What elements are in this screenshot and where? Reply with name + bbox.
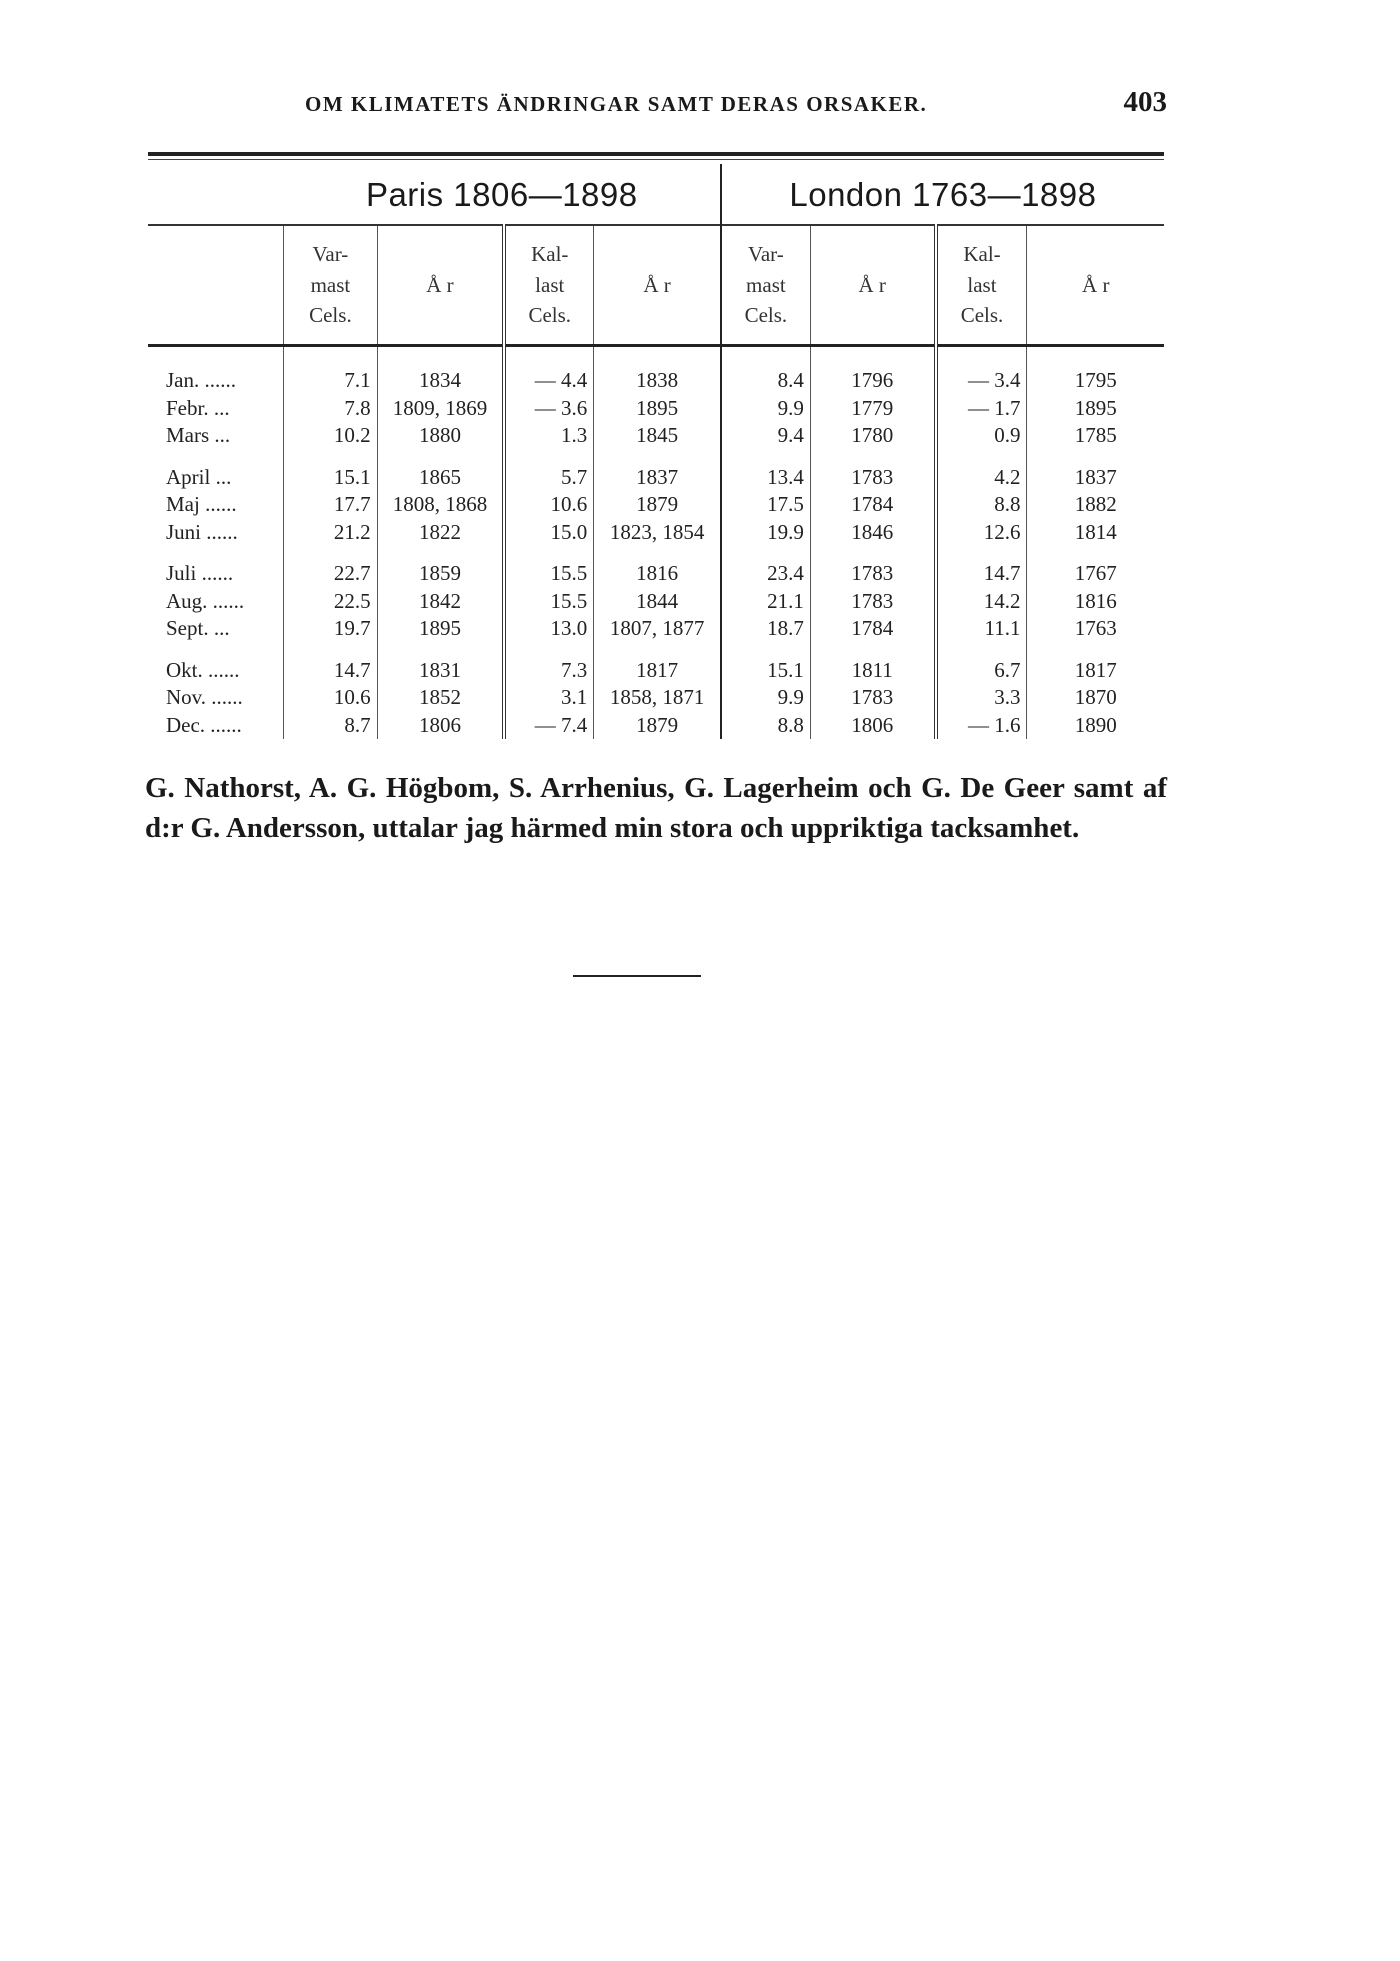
london-warm-year-header: Å r — [810, 225, 935, 346]
cell-l-cold-year: 1870 — [1027, 684, 1164, 712]
london-warmest-header: Var- mast Cels. — [721, 225, 811, 346]
paris-warm-year-header: Å r — [377, 225, 504, 346]
cell-p-cold: — 3.6 — [504, 395, 594, 423]
cell-month: Jan. ...... — [166, 368, 236, 393]
cell-p-warm: 22.7 — [284, 546, 377, 588]
cell-l-cold: 14.7 — [936, 546, 1027, 588]
paris-header: Paris 1806—1898 — [365, 175, 638, 213]
table-row — [148, 684, 1164, 712]
cell-p-warm: 10.2 — [284, 422, 377, 450]
cell-p-warm: 15.1 — [284, 450, 377, 492]
cell-p-warm-year: 1842 — [377, 588, 504, 616]
cell-p-warm-year: 1852 — [377, 684, 504, 712]
cell-p-cold-year: 1845 — [594, 422, 721, 450]
cell-p-warm-year: 1808, 1868 — [377, 491, 504, 519]
table-top-rule-thin — [148, 159, 1164, 160]
cell-l-cold: 0.9 — [936, 422, 1027, 450]
cell-l-cold: 4.2 — [936, 450, 1027, 492]
cell-month: Aug. ...... — [166, 588, 245, 613]
cell-l-cold-year: 1882 — [1027, 491, 1164, 519]
cell-l-warm-year: 1783 — [810, 450, 935, 492]
cell-l-warm: 15.1 — [721, 643, 811, 685]
cell-p-cold: 13.0 — [504, 615, 594, 643]
cell-l-warm-year: 1811 — [810, 643, 935, 685]
table-row — [148, 546, 1164, 588]
cell-p-cold: — 4.4 — [504, 346, 594, 395]
cell-l-cold-year: 1795 — [1027, 346, 1164, 395]
cell-p-warm: 17.7 — [284, 491, 377, 519]
cell-l-warm-year: 1780 — [810, 422, 935, 450]
cell-month: Maj ...... — [166, 492, 237, 517]
cell-p-cold-year: 1837 — [594, 450, 721, 492]
cell-p-warm-year: 1806 — [377, 712, 504, 740]
cell-l-warm-year: 1806 — [810, 712, 935, 740]
cell-l-warm: 18.7 — [721, 615, 811, 643]
cell-l-cold-year: 1816 — [1027, 588, 1164, 616]
cell-p-warm-year: 1865 — [377, 450, 504, 492]
paris-coldest-header: Kal- last Cels. — [504, 225, 594, 346]
cell-month: Okt. ...... — [166, 657, 240, 682]
acknowledgement-text: G. Nathorst, A. G. Högbom, S. Arrhenius, G. Lagerheim och G. De Geer samt af d:r G. Andersson, uttalar jag härmed min stora och uppriktiga tacksamhet. — [145, 772, 1167, 844]
cell-l-warm: 9.4 — [721, 422, 811, 450]
section-divider — [573, 975, 701, 977]
cell-p-cold: 15.5 — [504, 588, 594, 616]
cell-p-cold: 3.1 — [504, 684, 594, 712]
cell-l-warm: 8.8 — [721, 712, 811, 740]
table-row — [148, 643, 1164, 685]
cell-l-cold: — 1.7 — [936, 395, 1027, 423]
table-top-rule — [148, 152, 1164, 156]
cell-l-warm-year: 1784 — [810, 615, 935, 643]
cell-p-warm: 14.7 — [284, 643, 377, 685]
cell-l-warm-year: 1784 — [810, 491, 935, 519]
table-row — [148, 395, 1164, 423]
cell-l-cold-year: 1895 — [1027, 395, 1164, 423]
cell-l-cold: 11.1 — [936, 615, 1027, 643]
cell-l-cold: — 3.4 — [936, 346, 1027, 395]
cell-l-cold-year: 1767 — [1027, 546, 1164, 588]
cell-p-cold-year: 1807, 1877 — [594, 615, 721, 643]
cell-l-warm-year: 1796 — [810, 346, 935, 395]
cell-p-cold: 15.5 — [504, 546, 594, 588]
cell-p-warm-year: 1880 — [377, 422, 504, 450]
cell-month: Nov. ...... — [166, 685, 243, 710]
cell-p-warm: 21.2 — [284, 519, 377, 547]
cell-month: Juli ...... — [166, 561, 234, 586]
cell-l-cold: 14.2 — [936, 588, 1027, 616]
table-row — [148, 491, 1164, 519]
cell-month: Sept. ... — [166, 616, 230, 641]
cell-p-warm: 22.5 — [284, 588, 377, 616]
running-title: OM KLIMATETS ÄNDRINGAR SAMT DERAS ORSAKER. — [305, 92, 928, 116]
cell-l-cold-year: 1814 — [1027, 519, 1164, 547]
cell-l-warm: 23.4 — [721, 546, 811, 588]
table-row — [148, 712, 1164, 740]
cell-p-warm-year: 1895 — [377, 615, 504, 643]
cell-p-cold: 7.3 — [504, 643, 594, 685]
cell-p-cold-year: 1895 — [594, 395, 721, 423]
cell-l-warm: 13.4 — [721, 450, 811, 492]
page-number: 403 — [1123, 86, 1167, 118]
cell-l-cold-year: 1890 — [1027, 712, 1164, 740]
london-header: London 1763—1898 — [721, 164, 1164, 225]
cell-p-warm-year: 1822 — [377, 519, 504, 547]
cell-month: April ... — [166, 464, 232, 489]
cell-l-warm-year: 1783 — [810, 684, 935, 712]
cell-p-cold-year: 1844 — [594, 588, 721, 616]
cell-month: Dec. ...... — [166, 712, 242, 737]
cell-l-warm: 17.5 — [721, 491, 811, 519]
cell-p-cold: 1.3 — [504, 422, 594, 450]
cell-l-warm: 9.9 — [721, 684, 811, 712]
cell-p-cold-year: 1823, 1854 — [594, 519, 721, 547]
cell-p-cold-year: 1817 — [594, 643, 721, 685]
cell-p-warm-year: 1831 — [377, 643, 504, 685]
cell-l-cold-year: 1763 — [1027, 615, 1164, 643]
cell-p-warm-year: 1834 — [377, 346, 504, 395]
cell-l-cold: 3.3 — [936, 684, 1027, 712]
cell-p-warm-year: 1859 — [377, 546, 504, 588]
table-row — [148, 422, 1164, 450]
cell-p-warm-year: 1809, 1869 — [377, 395, 504, 423]
cell-p-warm: 10.6 — [284, 684, 377, 712]
cell-l-warm-year: 1783 — [810, 546, 935, 588]
london-coldest-header: Kal- last Cels. — [936, 225, 1027, 346]
cell-month: Febr. ... — [166, 395, 230, 420]
cell-l-cold: — 1.6 — [936, 712, 1027, 740]
cell-l-warm: 19.9 — [721, 519, 811, 547]
cell-l-warm-year: 1846 — [810, 519, 935, 547]
cell-p-warm: 8.7 — [284, 712, 377, 740]
cell-p-cold-year: 1879 — [594, 491, 721, 519]
cell-p-cold: 5.7 — [504, 450, 594, 492]
cell-p-cold-year: 1838 — [594, 346, 721, 395]
cell-l-warm: 8.4 — [721, 346, 811, 395]
running-head — [145, 86, 1167, 128]
cell-p-warm: 7.8 — [284, 395, 377, 423]
cell-l-cold-year: 1817 — [1027, 643, 1164, 685]
column-header-row — [148, 225, 1164, 346]
cell-month: Juni ...... — [166, 519, 238, 544]
cell-p-warm: 7.1 — [284, 346, 377, 395]
cell-l-warm: 21.1 — [721, 588, 811, 616]
cell-month: Mars ... — [166, 423, 231, 448]
table-row — [148, 519, 1164, 547]
cell-p-cold: — 7.4 — [504, 712, 594, 740]
paris-warmest-header: Var- mast Cels. — [284, 225, 377, 346]
cell-l-cold: 8.8 — [936, 491, 1027, 519]
climate-extremes-table — [148, 164, 1164, 739]
cell-l-warm-year: 1779 — [810, 395, 935, 423]
table-row — [148, 615, 1164, 643]
acknowledgement-paragraph — [145, 768, 1167, 848]
paris-cold-year-header: Å r — [594, 225, 721, 346]
cell-l-warm-year: 1783 — [810, 588, 935, 616]
table-row — [148, 588, 1164, 616]
cell-p-cold: 10.6 — [504, 491, 594, 519]
table-row — [148, 346, 1164, 395]
cell-p-cold-year: 1816 — [594, 546, 721, 588]
cell-p-cold-year: 1858, 1871 — [594, 684, 721, 712]
cell-l-cold-year: 1785 — [1027, 422, 1164, 450]
cell-p-cold-year: 1879 — [594, 712, 721, 740]
cell-l-warm: 9.9 — [721, 395, 811, 423]
cell-l-cold-year: 1837 — [1027, 450, 1164, 492]
table-row — [148, 450, 1164, 492]
london-cold-year-header: Å r — [1027, 225, 1164, 346]
city-header-row — [148, 164, 1164, 225]
cell-l-cold: 12.6 — [936, 519, 1027, 547]
cell-p-warm: 19.7 — [284, 615, 377, 643]
cell-l-cold: 6.7 — [936, 643, 1027, 685]
cell-p-cold: 15.0 — [504, 519, 594, 547]
